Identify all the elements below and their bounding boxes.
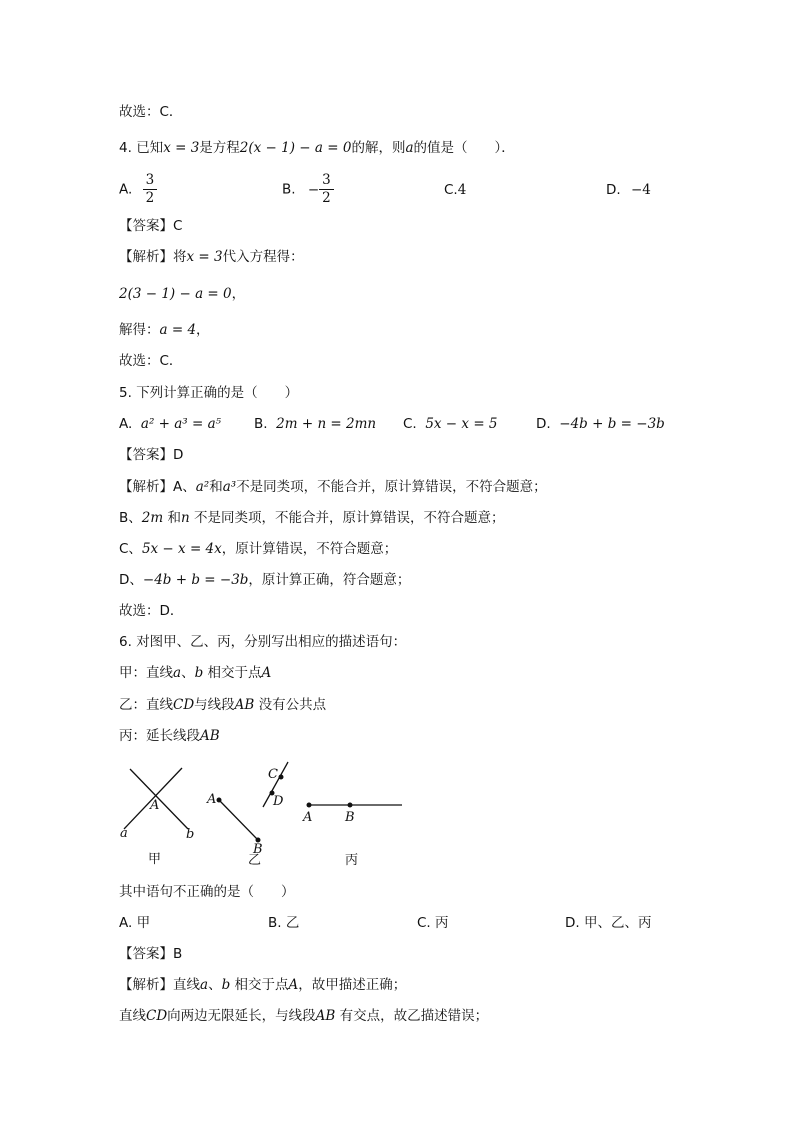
label-a: A bbox=[303, 810, 313, 825]
statement-math: CD bbox=[173, 697, 195, 713]
statement-math: a bbox=[173, 665, 182, 681]
option-value: 4 bbox=[457, 182, 467, 198]
analysis-text: ，故甲描述正确； bbox=[298, 977, 407, 993]
option-letter: D. bbox=[606, 182, 621, 198]
q6-option-c bbox=[417, 913, 449, 933]
answer-value: D bbox=[173, 447, 184, 463]
segment-ab bbox=[219, 800, 258, 840]
analysis-text: 直线 bbox=[119, 1008, 146, 1024]
option-letter: B. bbox=[282, 181, 296, 198]
q4-stem bbox=[119, 138, 515, 158]
q4-choose: 故选：C． bbox=[119, 353, 183, 369]
q6-figure bbox=[110, 756, 410, 871]
analysis-math: −4b + b = −3b bbox=[142, 572, 249, 588]
analysis-math: CD bbox=[146, 1008, 168, 1024]
option-text: 甲、乙、丙 bbox=[583, 915, 652, 931]
q4-option-a bbox=[119, 172, 157, 207]
analysis-tag: 【解析】 bbox=[119, 479, 173, 495]
point-b bbox=[348, 803, 353, 808]
statement-sep: 、 bbox=[181, 665, 195, 681]
analysis-math: 5x − x = 4x bbox=[141, 541, 222, 557]
q4-answer bbox=[119, 216, 182, 236]
caption-jia: 甲 bbox=[148, 852, 162, 867]
statement-text: 没有公共点 bbox=[258, 697, 327, 713]
q6-option-d bbox=[565, 913, 651, 933]
option-letter: D. bbox=[536, 416, 551, 432]
solve-tail: ， bbox=[196, 322, 210, 338]
q4-text: 已知 bbox=[136, 140, 164, 156]
caption-bing: 丙 bbox=[345, 853, 359, 868]
analysis-label: B、 bbox=[119, 510, 142, 526]
statement-text: 甲：直线 bbox=[119, 665, 173, 681]
q3-choose-line: 故选：C． bbox=[119, 104, 183, 120]
q5-answer bbox=[119, 445, 183, 465]
figure-jia bbox=[120, 768, 194, 867]
q5-analysis-a bbox=[119, 477, 547, 497]
q5-stem bbox=[119, 383, 298, 403]
option-letter: A. bbox=[119, 416, 133, 432]
q4-analysis bbox=[119, 247, 304, 267]
option-letter: C. bbox=[417, 915, 431, 931]
analysis-text: 有交点，故乙描述错误； bbox=[339, 1008, 489, 1024]
q6-text: 对图甲、乙、丙，分别写出相应的描述语句： bbox=[136, 634, 407, 650]
q6-option-a bbox=[119, 913, 150, 933]
numerator: 3 bbox=[319, 172, 334, 190]
q6-statement-bing bbox=[119, 726, 220, 746]
answer-value: B bbox=[173, 946, 183, 962]
analysis-tag: 【解析】 bbox=[119, 249, 173, 265]
label-d: D bbox=[273, 794, 284, 809]
q4-solve bbox=[119, 320, 210, 340]
analysis-text: 向两边无限延长，与线段 bbox=[167, 1008, 316, 1024]
q6-analysis-2 bbox=[119, 1006, 488, 1026]
q5-option-a bbox=[119, 414, 221, 434]
figure-bing bbox=[302, 803, 402, 869]
analysis-math: AB bbox=[315, 1008, 336, 1024]
point-c bbox=[279, 775, 284, 780]
option-expr: a² + a³ = a⁵ bbox=[140, 416, 222, 432]
analysis-tag: 【解析】 bbox=[119, 977, 173, 993]
q4-option-b bbox=[282, 172, 334, 207]
minus-sign: − bbox=[307, 181, 320, 198]
option-value: −4 bbox=[630, 182, 651, 198]
analysis-math: 2m bbox=[141, 510, 164, 526]
analysis-text: 直线 bbox=[173, 977, 200, 993]
figure-yi bbox=[206, 762, 288, 868]
q4-variable: a bbox=[405, 140, 414, 156]
q4-equation: 2(x − 1) − a = 0 bbox=[239, 140, 352, 156]
option-letter: A. bbox=[119, 915, 133, 931]
analysis-sep: 、 bbox=[208, 977, 222, 993]
label-line-b: b bbox=[186, 827, 195, 842]
solve-label: 解得： bbox=[119, 322, 160, 338]
q4-option-c bbox=[444, 180, 466, 200]
fraction bbox=[319, 172, 334, 207]
denominator: 2 bbox=[145, 190, 155, 206]
answer-tag: 【答案】 bbox=[119, 447, 173, 463]
q6-statement-yi bbox=[119, 695, 326, 715]
statement-text: 与线段 bbox=[194, 697, 235, 713]
analysis-label: D、 bbox=[119, 572, 143, 588]
statement-text: 乙：直线 bbox=[119, 697, 173, 713]
option-letter: C. bbox=[444, 182, 458, 198]
numerator: 3 bbox=[143, 172, 158, 190]
statement-math: A bbox=[261, 665, 272, 681]
q5-analysis-c bbox=[119, 539, 397, 559]
option-letter: B. bbox=[254, 416, 268, 432]
analysis-math: a² bbox=[195, 479, 210, 495]
point-a bbox=[217, 798, 222, 803]
analysis-math: b bbox=[221, 977, 231, 993]
statement-math: b bbox=[194, 665, 204, 681]
analysis-text-tail: 代入方程得： bbox=[222, 249, 304, 265]
option-letter: D. bbox=[565, 915, 580, 931]
option-letter: C. bbox=[403, 416, 417, 432]
q6-answer bbox=[119, 944, 182, 964]
fraction bbox=[143, 172, 158, 207]
analysis-and: 和 bbox=[209, 479, 223, 495]
label-b: B bbox=[253, 842, 263, 857]
option-text: 丙 bbox=[435, 915, 449, 931]
q4-option-d bbox=[606, 180, 651, 200]
q5-choose: 故选：D． bbox=[119, 603, 184, 619]
q4-text-post2: 的值是（ ）． bbox=[413, 140, 515, 156]
answer-tag: 【答案】 bbox=[119, 218, 173, 234]
analysis-math: n bbox=[180, 510, 190, 526]
q5-number: 5. bbox=[119, 385, 132, 401]
q6-analysis-1 bbox=[119, 975, 406, 995]
q6-question: 其中语句不正确的是（ ） bbox=[119, 884, 295, 900]
q4-step-equation bbox=[119, 284, 245, 304]
analysis-label: C、 bbox=[119, 541, 142, 557]
statement-text: 相交于点 bbox=[207, 665, 262, 681]
label-b: B bbox=[345, 810, 355, 825]
analysis-math: a³ bbox=[222, 479, 237, 495]
label-point-a: A bbox=[150, 798, 160, 813]
analysis-text: 不是同类项，不能合并，原计算错误，不符合题意； bbox=[236, 479, 547, 495]
q5-option-d bbox=[536, 414, 665, 434]
step-tail: ， bbox=[231, 286, 246, 302]
q6-number: 6. bbox=[119, 634, 132, 650]
analysis-text: 相交于点 bbox=[234, 977, 289, 993]
solve-math: a = 4 bbox=[159, 322, 197, 338]
q4-text-mid: 是方程 bbox=[199, 140, 240, 156]
step-math: 2(3 − 1) − a = 0 bbox=[119, 286, 232, 302]
option-text: 甲 bbox=[136, 915, 151, 931]
denominator: 2 bbox=[322, 190, 331, 206]
analysis-and: 和 bbox=[167, 510, 181, 526]
analysis-text: 将 bbox=[173, 249, 187, 265]
statement-math: AB bbox=[234, 697, 255, 713]
analysis-text: 不是同类项，不能合并，原计算错误，不符合题意； bbox=[193, 510, 505, 526]
answer-value: C bbox=[173, 218, 183, 234]
statement-text: 丙：延长线段 bbox=[119, 728, 200, 744]
q5-analysis-b bbox=[119, 508, 504, 528]
option-text: 乙 bbox=[285, 915, 300, 931]
q4-number: 4. bbox=[119, 140, 132, 156]
analysis-math: A bbox=[288, 977, 299, 993]
q6-stem bbox=[119, 632, 406, 652]
answer-tag: 【答案】 bbox=[119, 946, 173, 962]
option-expr: 5x − x = 5 bbox=[425, 416, 498, 432]
q5-text: 下列计算正确的是（ ） bbox=[136, 385, 299, 401]
analysis-text: ，原计算正确，符合题意； bbox=[248, 572, 411, 588]
option-expr: −4b + b = −3b bbox=[559, 416, 665, 432]
statement-math: AB bbox=[200, 728, 220, 744]
analysis-label: A、 bbox=[173, 479, 196, 495]
label-c: C bbox=[268, 767, 278, 782]
analysis-math: x = 3 bbox=[186, 249, 223, 265]
analysis-math: a bbox=[200, 977, 209, 993]
q5-option-c bbox=[403, 414, 498, 434]
label-line-a: a bbox=[120, 826, 128, 841]
q6-statement-jia bbox=[119, 663, 271, 683]
option-letter: B. bbox=[268, 915, 282, 931]
analysis-text: ，原计算错误，不符合题意； bbox=[221, 541, 398, 557]
q5-option-b bbox=[254, 414, 376, 434]
point-a bbox=[307, 803, 312, 808]
q4-text-post1: 的解，则 bbox=[351, 140, 406, 156]
label-a: A bbox=[207, 792, 217, 807]
option-expr: 2m + n = 2mn bbox=[276, 416, 377, 432]
q6-option-b bbox=[268, 913, 299, 933]
caption-yi: 乙 bbox=[248, 853, 262, 868]
q5-analysis-d bbox=[119, 570, 410, 590]
q4-condition: x = 3 bbox=[163, 140, 200, 156]
option-letter: A. bbox=[119, 181, 133, 198]
